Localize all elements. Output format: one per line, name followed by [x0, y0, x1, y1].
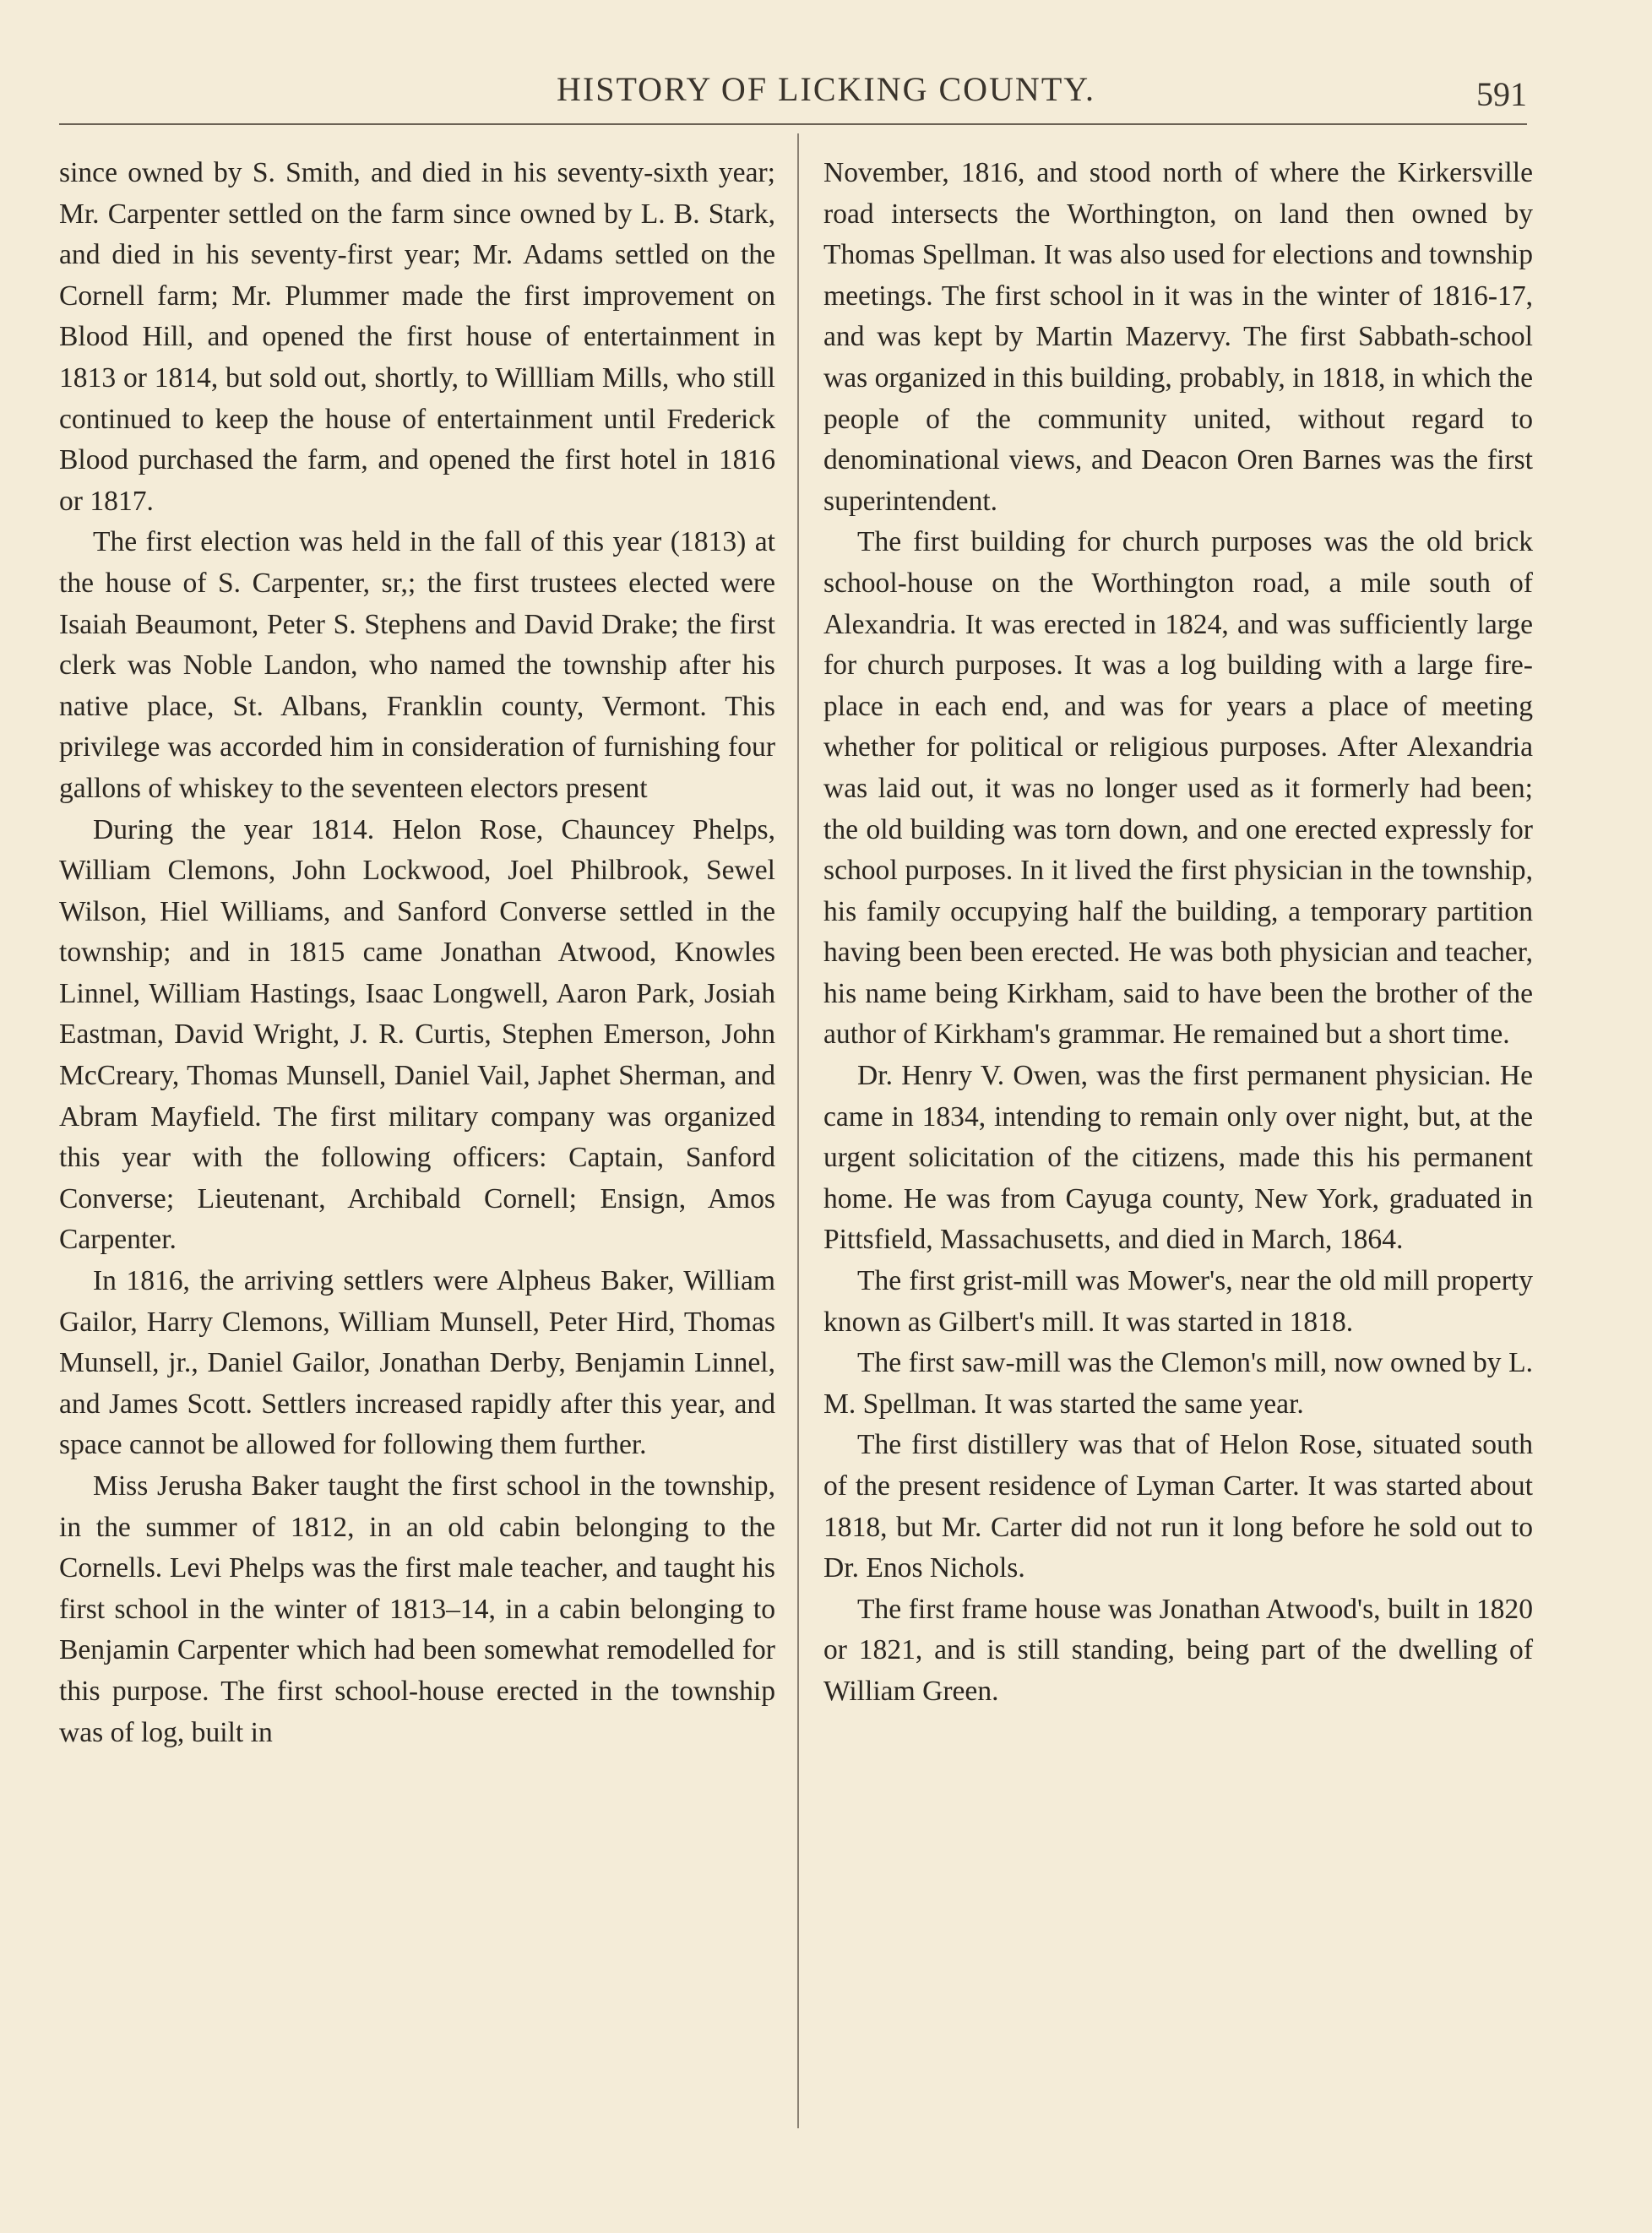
paragraph: The first election was held in the fall of this year (1813) at the house of S. Carpenter, sr,; the first trustees elected were Isaiah Beaumont, Peter S. Stephens and David Drake; the first clerk was Noble Landon, who named the township after his native place, St. Albans, Franklin county, Vermont. This privilege was accorded him in consideration of furnishing four gallons of whiskey to the seventeen electors present [59, 526, 775, 804]
paragraph: The first grist-mill was Mower's, near the old mill property known as Gilbert's mill. It was started in 1818. [823, 1265, 1533, 1338]
paragraph: November, 1816, and stood north of where the Kirkersville road intersects the Worthington, on land then owned by Thomas Spellman. It was also used for elections and township meetings. The first school in it was in the winter of 1816-17, and was kept by Martin Mazervy. The first Sabbath-school was organized in this building, probably, in 1818, in which the people of the community united, without regard to denominational views, and Deacon Oren Barnes was the first superintendent. [823, 157, 1533, 517]
paragraph: The first distillery was that of Helon Rose, situated south of the present residence of Lyman Carter. It was started about 1818, but Mr. Carter did not run it long before he sold out to Dr. Enos Nichols. [823, 1429, 1533, 1584]
paragraph: The first frame house was Jonathan Atwood's, built in 1820 or 1821, and is still standing, being part of the dwelling of William Green. [823, 1593, 1533, 1707]
paragraph: The first building for church purposes was the old brick school-house on the Worthington road, a mile south of Alexandria. It was erected in 1824, and was sufficiently large for church purposes. It was a log building with a large fire-place in each end, and was for years a place of meeting whether for political or religious purposes. After Alexandria was laid out, it was no longer used as it formerly had been; the old building was torn down, and one erected expressly for school purposes. In it lived the first physician in the township, his family occupying half the building, a temporary partition having been been erected. He was both physician and teacher, his name being Kirkham, said to have been the brother of the author of Kirkham's grammar. He remained but a short time. [823, 526, 1533, 1051]
paragraph: Miss Jerusha Baker taught the first school in the township, in the summer of 1812, in an old cabin belonging to the Cornells. Levi Phelps was the first male teacher, and taught his first school in the winter of 1813–14, in a cabin belonging to Benjamin Carpenter which had been somewhat remodelled for this purpose. The first school-house erected in the township was of log, built in [59, 1470, 775, 1748]
paragraph: since owned by S. Smith, and died in his seventy-sixth year; Mr. Carpenter settled on the farm since owned by L. B. Stark, and died in his seventy-first year; Mr. Adams settled on the Cornell farm; Mr. Plummer made the first improvement on Blood Hill, and opened the first house of entertainment in 1813 or 1814, but sold out, shortly, to Willliam Mills, who still continued to keep the house of entertainment until Frederick Blood purchased the farm, and opened the first hotel in 1816 or 1817. [59, 157, 775, 517]
page-number: 591 [1476, 75, 1527, 113]
right-column [823, 153, 1533, 1713]
paragraph: The first saw-mill was the Clemon's mill, now owned by L. M. Spellman. It was started the same year. [823, 1347, 1533, 1420]
running-head-title: HISTORY OF LICKING COUNTY. [557, 70, 1095, 108]
left-column [59, 153, 775, 1753]
paragraph: In 1816, the arriving settlers were Alpheus Baker, William Gailor, Harry Clemons, William Munsell, Peter Hird, Thomas Munsell, jr., Daniel Gailor, Jonathan Derby, Benjamin Linnel, and James Scott. Settlers increased rapidly after this year, and space cannot be allowed for following them further. [59, 1265, 775, 1461]
column-divider [797, 133, 799, 2128]
paragraph: Dr. Henry V. Owen, was the first permanent physician. He came in 1834, intending to remain only over night, but, at the urgent solicitation of the citizens, made this his permanent home. He was from Cayuga county, New York, graduated in Pittsfield, Massachusetts, and died in March, 1864. [823, 1060, 1533, 1256]
paragraph: During the year 1814. Helon Rose, Chauncey Phelps, William Clemons, John Lockwood, Joel Philbrook, Sewel Wilson, Hiel Williams, and Sanford Converse settled in the township; and in 1815 came Jonathan Atwood, Knowles Linnel, William Hastings, Isaac Longwell, Aaron Park, Josiah Eastman, David Wright, J. R. Curtis, Stephen Emerson, John McCreary, Thomas Munsell, Daniel Vail, Japhet Sherman, and Abram Mayfield. The first military company was organized this year with the following officers: Captain, Sanford Converse; Lieutenant, Archibald Cornell; Ensign, Amos Carpenter. [59, 813, 775, 1256]
header-rule [59, 123, 1527, 125]
